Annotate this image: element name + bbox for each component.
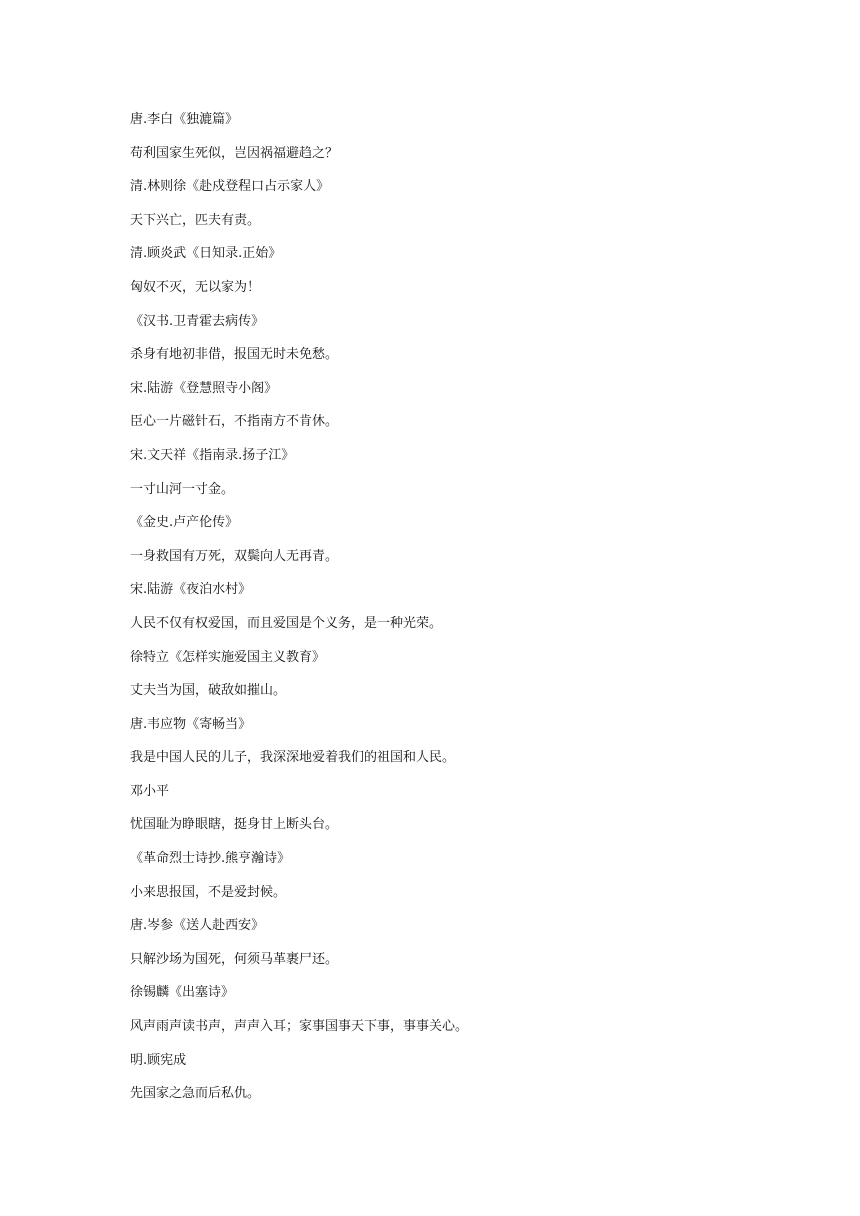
quote-line: 忧国耻为睁眼瞎，挺身甘上断头台。 <box>130 817 339 833</box>
quote-line: 杀身有地初非借，报国无时未免愁。 <box>130 347 339 363</box>
quote-line: 丈夫当为国，破敌如摧山。 <box>130 683 287 699</box>
source-line: 徐锡麟《出塞诗》 <box>130 985 235 1001</box>
quote-line: 臣心一片磁针石，不指南方不肯休。 <box>130 414 339 430</box>
quote-line: 一寸山河一寸金。 <box>130 481 235 497</box>
source-line: 唐.李白《独漉篇》 <box>130 112 239 127</box>
source-line: 《汉书.卫青霍去病传》 <box>130 313 265 329</box>
quote-line: 先国家之急而后私仇。 <box>130 1086 261 1102</box>
quote-line: 人民不仅有权爱国，而且爱国是个义务，是一种光荣。 <box>130 615 443 631</box>
quote-line: 我是中国人民的儿子，我深深地爱着我们的祖国和人民。 <box>130 750 456 766</box>
quote-line: 一身救国有万死，双鬓向人无再青。 <box>130 548 339 564</box>
quote-line: 风声雨声读书声，声声入耳；家事国事天下事，事事关心。 <box>130 1019 469 1035</box>
quote-line: 只解沙场为国死，何须马革裹尸还。 <box>130 951 339 967</box>
source-line: 宋.陆游《登慧照寺小阁》 <box>130 380 278 396</box>
source-line: 徐特立《怎样实施爱国主义教育》 <box>130 649 326 665</box>
source-line: 《金史.卢产伦传》 <box>130 515 239 531</box>
quote-line: 苟利国家生死似，岂因祸福避趋之？ <box>130 145 339 161</box>
source-line: 唐.韦应物《寄畅当》 <box>130 716 252 732</box>
source-line: 邓小平 <box>130 783 170 799</box>
quote-line: 匈奴不灭，无以家为！ <box>130 279 261 295</box>
quote-line: 小来思报国，不是爱封候。 <box>130 884 287 900</box>
source-line: 明.顾宪成 <box>130 1052 187 1068</box>
source-line: 宋.文天祥《指南录.扬子江》 <box>130 447 295 463</box>
source-line: 清.林则徐《赴戍登程口占示家人》 <box>130 179 330 195</box>
text-body <box>130 109 810 1117</box>
source-line: 宋.陆游《夜泊水村》 <box>130 582 252 598</box>
source-line: 唐.岑参《送人赴西安》 <box>130 918 265 934</box>
source-line: 清.顾炎武《日知录.正始》 <box>130 246 282 262</box>
quote-line: 天下兴亡，匹夫有责。 <box>130 212 261 228</box>
source-line: 《革命烈士诗抄.熊亨瀚诗》 <box>130 851 291 867</box>
